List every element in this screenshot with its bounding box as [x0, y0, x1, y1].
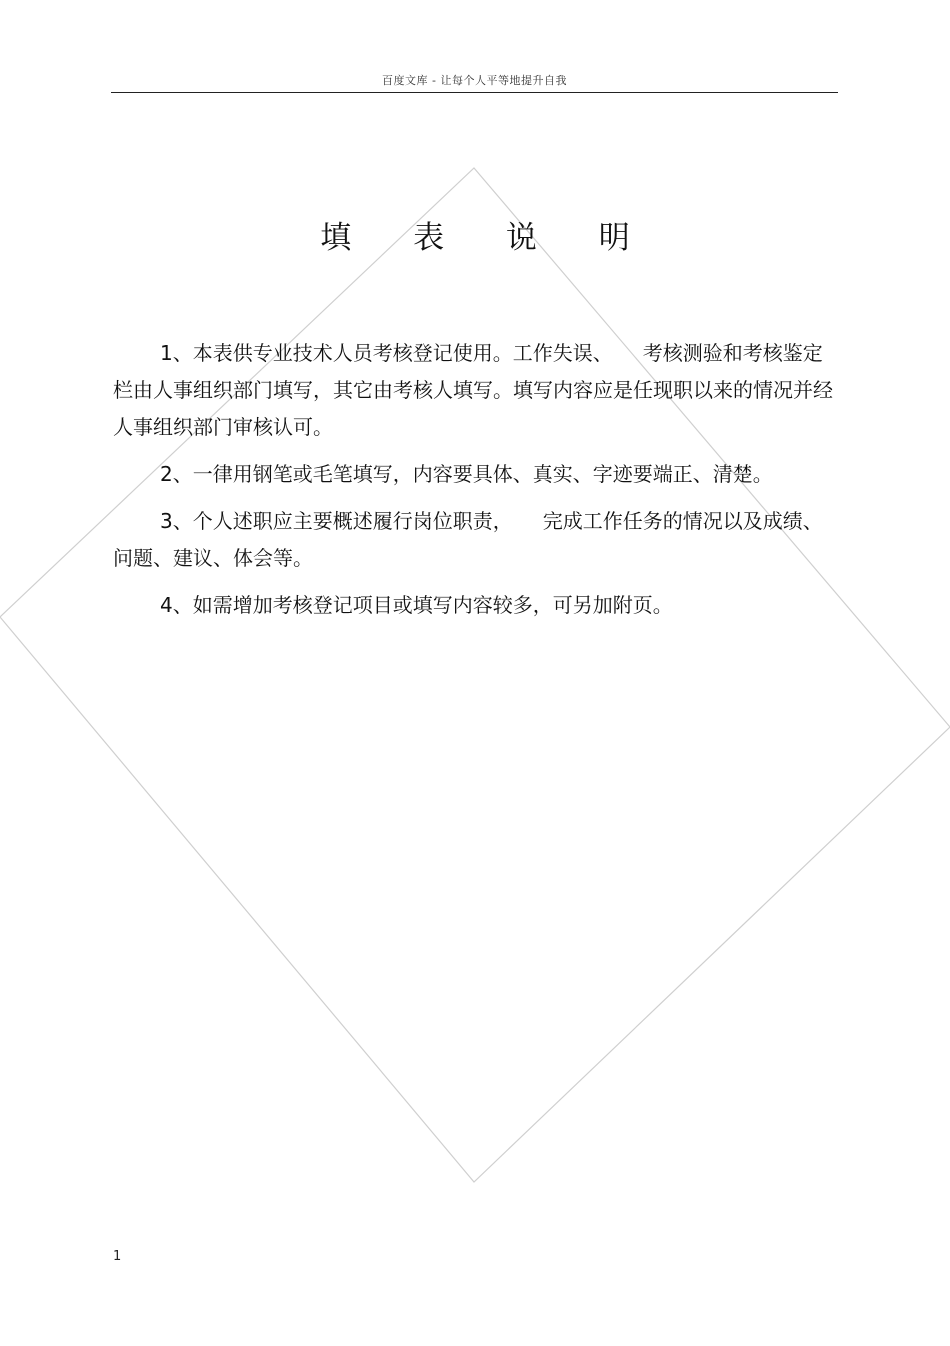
instruction-paragraph-2: 2、一律用钢笔或毛笔填写，内容要具体、真实、字迹要端正、清楚。: [160, 462, 773, 486]
header-divider: [111, 92, 838, 93]
instructions-body: [113, 335, 833, 634]
instruction-paragraph-3: 3、个人述职应主要概述履行岗位职责， 完成工作任务的情况以及成绩、问题、建议、体会等。: [113, 509, 823, 570]
instruction-paragraph-1: 1、本表供专业技术人员考核登记使用。工作失误、 考核测验和考核鉴定栏由人事组织部门填写，其它由考核人填写。填写内容应是任现职以来的情况并经人事组织部门审核认可。: [113, 341, 833, 439]
instruction-paragraph-4: 4、如需增加考核登记项目或填写内容较多，可另加附页。: [160, 593, 673, 617]
page-header: 百度文库 - 让每个人平等地提升自我: [382, 74, 567, 87]
document-title: 填 表 说 明: [320, 220, 656, 256]
page-number: 1: [113, 1249, 122, 1264]
